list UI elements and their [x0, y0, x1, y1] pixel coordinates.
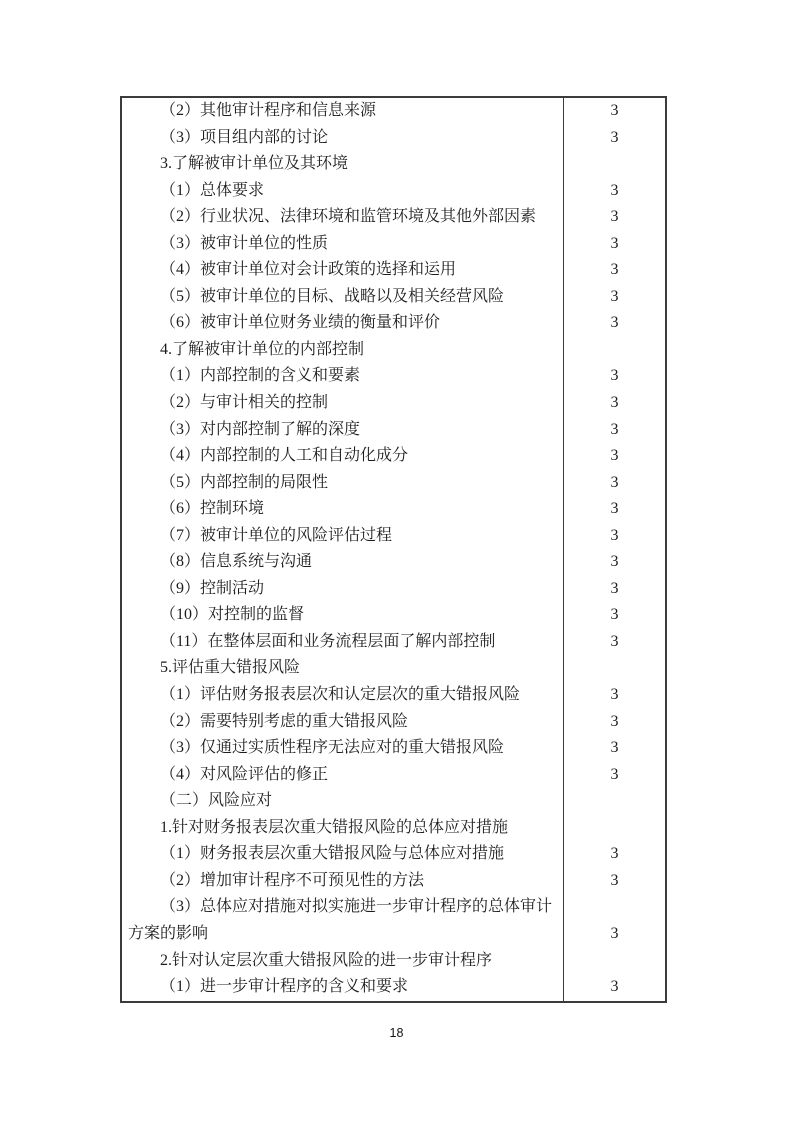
item-text: （2）需要特别考虑的重大错报风险 [160, 712, 409, 730]
table-row [122, 788, 665, 815]
table-row [122, 496, 665, 523]
item-text: （2）与审计相关的控制 [160, 394, 329, 412]
item-text: （10）对控制的监督 [160, 606, 305, 624]
table-row [122, 231, 665, 258]
item-text: （二）风险应对 [160, 792, 273, 810]
item-score: 3 [563, 284, 665, 311]
item-text: 3.了解被审计单位及其环境 [160, 155, 349, 173]
item-score: 3 [563, 496, 665, 523]
item-text: （3）对内部控制了解的深度 [160, 420, 361, 438]
item-text: 1.针对财务报表层次重大错报风险的总体应对措施 [160, 818, 509, 836]
table-row [122, 204, 665, 231]
item-text: 4.了解被审计单位的内部控制 [160, 340, 365, 358]
item-text: （5）内部控制的局限性 [160, 473, 329, 491]
item-score: 3 [563, 735, 665, 762]
item-score: 3 [563, 390, 665, 417]
table-row [122, 841, 665, 868]
table-row [122, 310, 665, 337]
table-row [122, 894, 665, 921]
item-score: 3 [563, 125, 665, 152]
table-row [122, 470, 665, 497]
table-row [122, 523, 665, 550]
item-text: （1）进一步审计程序的含义和要求 [160, 978, 409, 996]
table-row [122, 815, 665, 842]
item-score [563, 337, 665, 364]
table-row [122, 151, 665, 178]
item-text: （6）控制环境 [160, 500, 265, 518]
item-score: 3 [563, 204, 665, 231]
item-score: 3 [563, 841, 665, 868]
item-text: （6）被审计单位财务业绩的衡量和评价 [160, 314, 441, 332]
item-text: （1）财务报表层次重大错报风险与总体应对措施 [160, 845, 505, 863]
item-text: （3）仅通过实质性程序无法应对的重大错报风险 [160, 739, 505, 757]
syllabus-table [120, 96, 667, 1003]
item-text: 5.评估重大错报风险 [160, 659, 301, 677]
item-score: 3 [563, 417, 665, 444]
item-score: 3 [563, 868, 665, 895]
page-number: 18 [389, 1026, 404, 1040]
item-text: （4）被审计单位对会计政策的选择和运用 [160, 261, 457, 279]
item-text: 方案的影响 [128, 924, 209, 942]
item-text: （1）内部控制的含义和要素 [160, 367, 361, 385]
item-score [563, 788, 665, 815]
table-row [122, 363, 665, 390]
item-text: 2.针对认定层次重大错报风险的进一步审计程序 [160, 951, 493, 969]
item-score: 3 [563, 231, 665, 258]
table-row [122, 762, 665, 789]
table-row [122, 948, 665, 975]
item-text: （7）被审计单位的风险评估过程 [160, 526, 393, 544]
table-row [122, 629, 665, 656]
item-text: （9）控制活动 [160, 579, 265, 597]
table-row [122, 602, 665, 629]
item-text: （11）在整体层面和业务流程层面了解内部控制 [160, 632, 496, 650]
table-row [122, 125, 665, 152]
table-row [122, 655, 665, 682]
item-score: 3 [563, 310, 665, 337]
item-score: 3 [563, 523, 665, 550]
table-row [122, 257, 665, 284]
item-score: 3 [563, 549, 665, 576]
item-score: 3 [563, 762, 665, 789]
table-row [122, 284, 665, 311]
item-text: （1）评估财务报表层次和认定层次的重大错报风险 [160, 686, 521, 704]
table-row [122, 576, 665, 603]
table-row [122, 709, 665, 736]
table-row [122, 868, 665, 895]
item-text: （4）对风险评估的修正 [160, 765, 329, 783]
item-text: （2）其他审计程序和信息来源 [160, 102, 377, 119]
item-score: 3 [563, 629, 665, 656]
item-score [563, 655, 665, 682]
item-score [563, 815, 665, 842]
table-row [122, 337, 665, 364]
item-score: 3 [563, 576, 665, 603]
item-text: （2）行业状况、法律环境和监管环境及其他外部因素 [160, 208, 537, 226]
item-score: 3 [563, 443, 665, 470]
item-text: （1）总体要求 [160, 181, 265, 199]
item-score: 3 [563, 921, 665, 948]
table-row [122, 549, 665, 576]
item-text: （3）总体应对措施对拟实施进一步审计程序的总体审计 [160, 898, 553, 916]
table-row [122, 921, 665, 948]
table-row [122, 443, 665, 470]
table-row [122, 682, 665, 709]
table-row [122, 417, 665, 444]
table-row [122, 974, 665, 1001]
item-score: 3 [563, 178, 665, 205]
item-text: （5）被审计单位的目标、战略以及相关经营风险 [160, 287, 505, 305]
table-row [122, 735, 665, 762]
item-score: 3 [563, 257, 665, 284]
item-text: （8）信息系统与沟通 [160, 553, 313, 571]
item-score: 3 [563, 709, 665, 736]
item-text: （4）内部控制的人工和自动化成分 [160, 447, 409, 465]
item-score [563, 948, 665, 975]
table-row [122, 178, 665, 205]
item-score: 3 [563, 98, 665, 125]
item-text: （3）项目组内部的讨论 [160, 128, 329, 146]
table-row [122, 390, 665, 417]
item-text: （3）被审计单位的性质 [160, 234, 329, 252]
item-score: 3 [563, 602, 665, 629]
item-text: （2）增加审计程序不可预见性的方法 [160, 871, 425, 889]
item-score [563, 151, 665, 178]
item-score [563, 894, 665, 921]
item-score: 3 [563, 363, 665, 390]
item-score: 3 [563, 974, 665, 1001]
item-score: 3 [563, 470, 665, 497]
item-score: 3 [563, 682, 665, 709]
table-row [122, 98, 665, 125]
